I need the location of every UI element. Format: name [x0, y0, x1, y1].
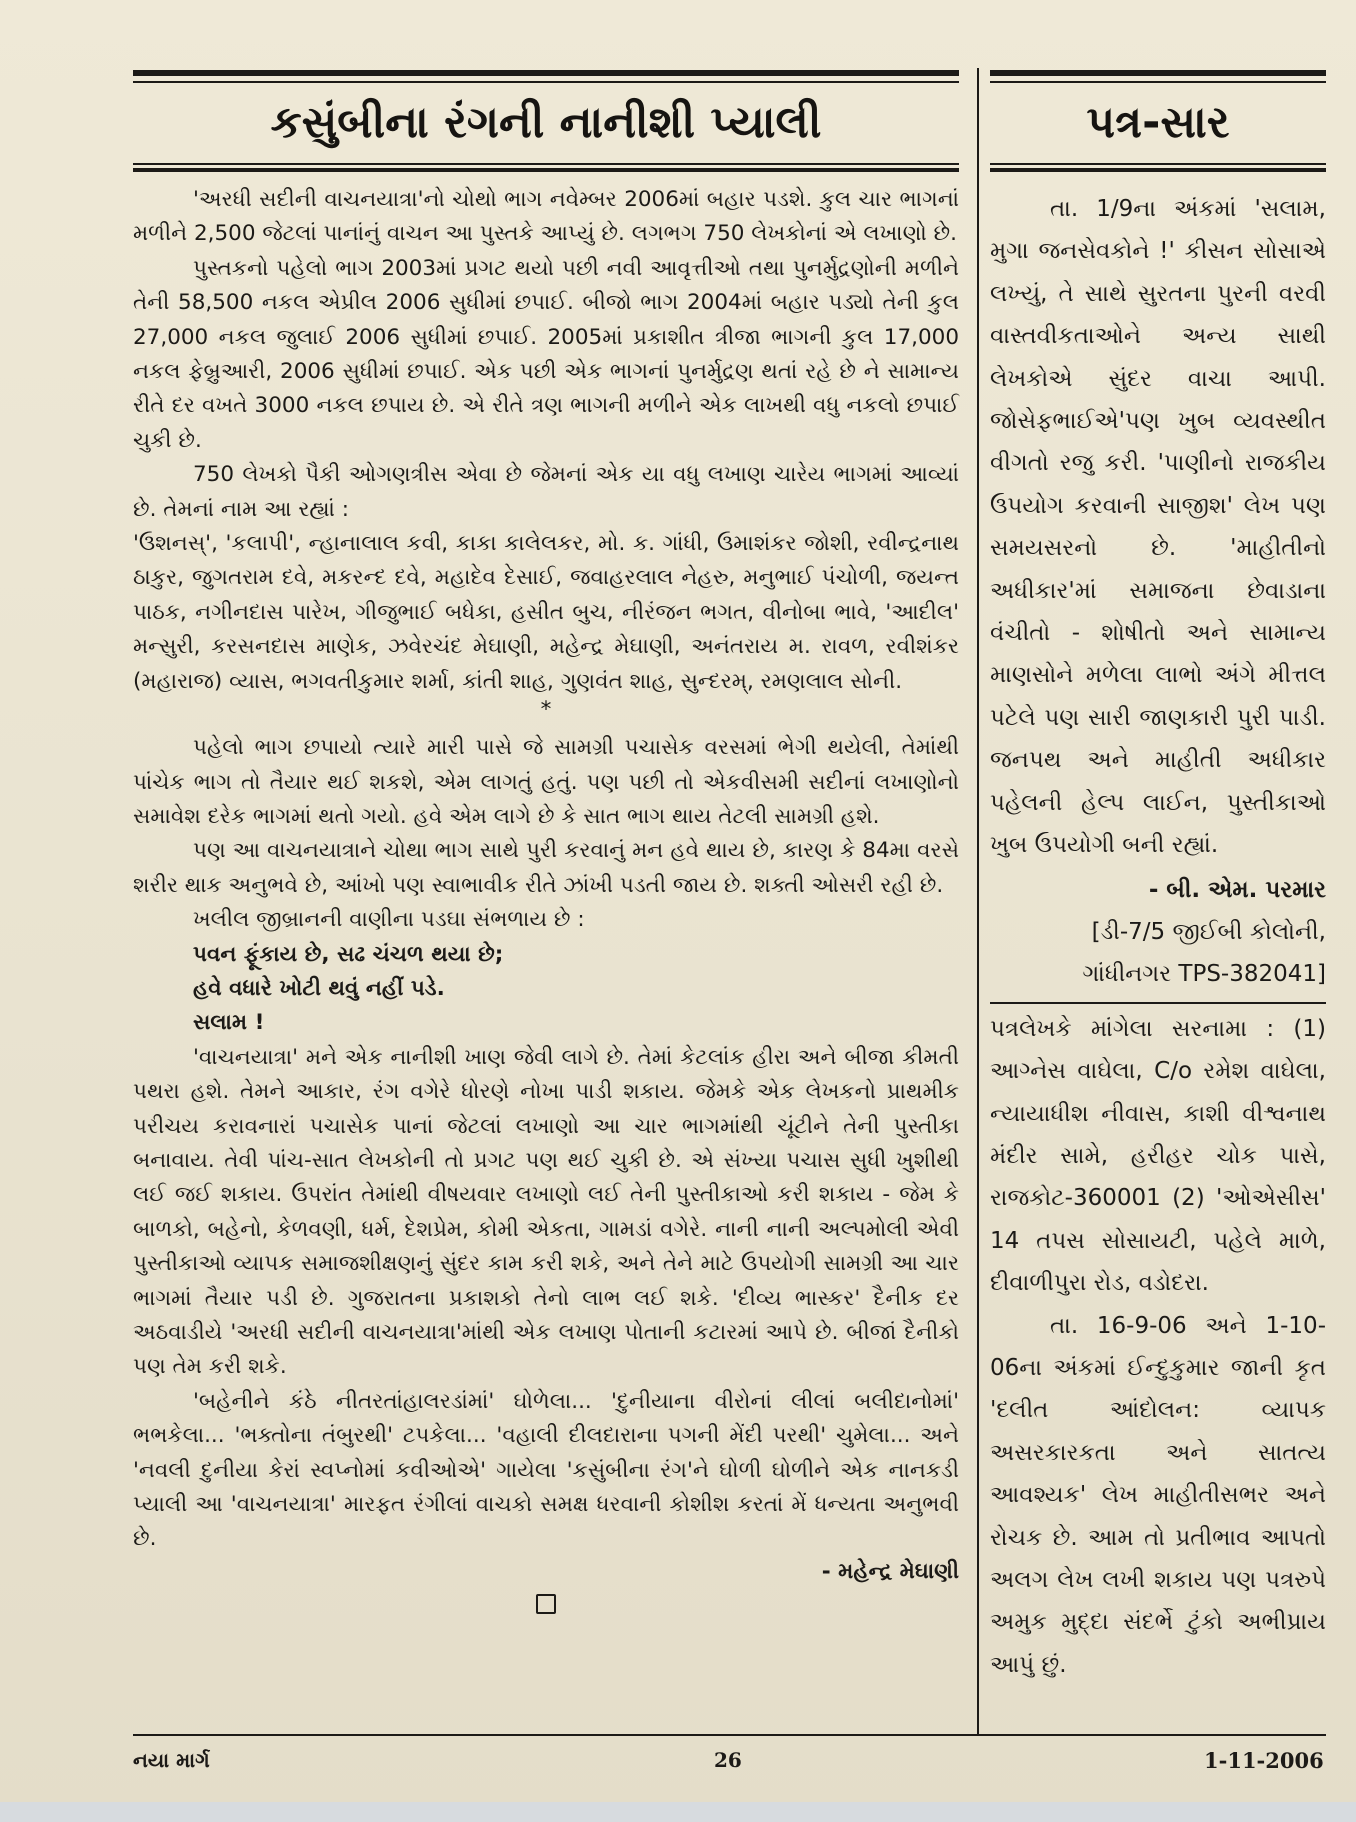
quote-line: સલામ !	[193, 1010, 265, 1036]
paragraph: પુસ્તકનો પહેલો ભાગ 2003માં પ્રગટ થયો પછી નવી આવૃત્તીઓ તથા પુનર્મુદ્રણોની મળીને તેની 58,500 નકલ એપ્રીલ 2006 સુધીમાં છપાઈ. બીજો ભાગ 2004માં બહાર પડ્યો તેની કુલ 27,000 નકલ જુલાઈ 2006 સુધીમાં છપાઈ. 2005માં પ્રકાશીત ત્રીજા ભાગની કુલ 17,000 નકલ ફેબ્રુઆરી, 2006 સુધીમાં છપાઈ. એક પછી એક ભાગનાં પુનર્મુદ્રણ થતાં રહે છે ને સામાન્ય રીતે દર વખતે 3000 નકલ છપાય છે. એ રીતે ત્રણ ભાગની મળીને એક લાખથી વધુ નકલો છપાઈ ચુકી છે.	[133, 255, 959, 453]
section-separator: *	[540, 697, 552, 723]
letter-address-line: [ડી-7/5 જીઈબી કોલોની,	[1091, 918, 1326, 945]
end-square-icon	[536, 1594, 556, 1614]
main-title-bottom-rule-thick	[133, 168, 959, 172]
issue-date: 1-11-2006	[1204, 1748, 1324, 1773]
author-list: 'ઉશનસ્', 'કલાપી', ન્હાનાલાલ કવી, કાકા કાલેલકર, મો. ક. ગાંધી, ઉમાશંકર જોશી, રવીન્દ્રનાથ ઠાકુર, જુગતરામ દવે, મકરન્દ દવે, મહાદેવ દેસાઈ, જવાહરલાલ નેહરુ, મનુભાઈ પંચોળી, જયન્ત પાઠક, નગીનદાસ પારેખ, ગીજુભાઈ બધેકા, હસીત બુચ, નીરંજન ભગત, વીનોબા ભાવે, 'આદીલ' મન્સુરી, કરસનદાસ માણેક, ઝવેરચંદ મેઘાણી, મહેન્દ્ર મેઘાણી, અનંતરાય મ. રાવળ, રવીશંકર (મહારાજ) વ્યાસ, ભગવતીકુમાર શર્મા, કાંતી શાહ, ગુણવંત શાહ, સુન્દરમ્, રમણલાલ સોની.	[133, 531, 959, 694]
sidebar-title-bottom-rule-thick	[990, 168, 1326, 172]
article-title: કસુંબીના રંગની નાનીશી પ્યાલી	[270, 97, 822, 148]
article-body	[133, 183, 959, 1626]
sidebar-title: પત્ર-સાર	[1086, 97, 1230, 148]
paragraph: પહેલો ભાગ છપાયો ત્યારે મારી પાસે જે સામગ્રી પચાસેક વરસમાં ભેગી થયેલી, તેમાંથી પાંચેક ભાગ તો તૈયાર થઈ શકશે, એમ લાગતું હતું. પણ પછી તો એકવીસમી સદીનાં લખાણોનો સમાવેશ દરેક ભાગમાં થતો ગયો. હવે એમ લાગે છે કે સાત ભાગ થાય તેટલી સામગ્રી હશે.	[133, 735, 959, 829]
main-title-top-rule-thin	[133, 81, 959, 83]
sidebar-body	[990, 188, 1326, 1686]
paragraph: 'બહેનીને કંઠે નીતરતાંહાલરડાંમાં' ઘોળેલા... 'દુનીયાના વીરોનાં લીલાં બલીદાનોમાં' ભભકેલા... 'ભક્તોના તંબુરથી' ટપકેલા... 'વહાલી દીલદારાના પગની મેંદી પરથી' ચુમેલા... અને 'નવલી દુનીયા કેરાં સ્વપ્નોમાં કવીઓએ' ગાયેલા 'કસુંબીના રંગ'ને ઘોળી ઘોળીને એક નાનકડી પ્યાલી આ 'વાચનયાત્રા' મારફત રંગીલાં વાચકો સમક્ષ ધરવાની કોશીશ કરતાં મેં ધન્યતા અનુભવી છે.	[133, 1388, 959, 1552]
author-signature: - મહેન્દ્ર મેઘાણી	[821, 1558, 959, 1584]
sidebar-divider	[990, 1002, 1326, 1004]
publication-name: નયા માર્ગ	[133, 1748, 210, 1772]
footer-rule	[133, 1734, 1326, 1736]
page-bottom-edge	[0, 1802, 1356, 1822]
letter-text: તા. 16-9-06 અને 1-10-06ના અંકમાં ઈન્દુકુમાર જાની કૃત 'દલીત આંદોલન: વ્યાપક અસરકારકતા અને સાતત્ય આવશ્યક' લેખ માહીતીસભર અને રોચક છે. આમ તો પ્રતીભાવ આપતો અલગ લેખ લખી શકાય પણ પત્રરુપે અમુક મુદ્દા સંદર્ભે ટુંકો અભીપ્રાય આપું છું.	[990, 1312, 1326, 1678]
paragraph: 'અરધી સદીની વાચનયાત્રા'નો ચોથો ભાગ નવેમ્બર 2006માં બહાર પડશે. કુલ ચાર ભાગનાં મળીને 2,500 જેટલાં પાનાંનું વાચન આ પુસ્તકે આપ્યું છે. લગભગ 750 લેખકોનાં એ લખાણો છે.	[133, 187, 959, 247]
main-title-top-rule-thick	[133, 70, 959, 76]
sidebar-title-top-rule-thick	[990, 70, 1326, 76]
sidebar-title-top-rule-thin	[990, 81, 1326, 83]
main-title-bottom-rule-thin	[133, 163, 959, 165]
sidebar-title-bottom-rule-thin	[990, 163, 1326, 165]
addresses-text: પત્રલેખકે માંગેલા સરનામા : (1) આગ્નેસ વાઘેલા, C/o રમેશ વાઘેલા, ન્યાયાધીશ નીવાસ, કાશી વીશ્વનાથ મંદીર સામે, હરીહર ચોક પાસે, રાજકોટ-360001 (2) 'ઓએસીસ' 14 તપસ સોસાયટી, પહેલે માળે, દીવાળીપુરા રોડ, વડોદરા.	[990, 1015, 1326, 1297]
quote-line: પવન ફૂંકાય છે, સઢ ચંચળ થયા છે;	[193, 941, 504, 967]
column-divider	[977, 68, 979, 1734]
quote-line: હવે વધારે ખોટી થવું નહીં પડે.	[193, 975, 445, 1001]
letter-text: તા. 1/9ના અંકમાં 'સલામ, મુગા જનસેવકોને !' કીસન સોસાએ લખ્યું, તે સાથે સુરતના પુરની વરવી વાસ્તવીકતાઓને અન્ય સાથી લેખકોએ સુંદર વાચા આપી. જોસેફભાઈએ'પણ ખુબ વ્યવસ્થીત વીગતો રજુ કરી. 'પાણીનો રાજકીય ઉપયોગ કરવાની સાજીશ' લેખ પણ સમયસરનો છે. 'માહીતીનો અધીકાર'માં સમાજના છેવાડાના વંચીતો - શોષીતો અને સામાન્ય માણસોને મળેલા લાભો અંગે મીત્તલ પટેલે પણ સારી જાણકારી પુરી પાડી. જનપથ અને માહીતી અધીકાર પહેલની હેલ્પ લાઈન, પુસ્તીકાઓ ખુબ ઉપયોગી બની રહ્યાં.	[990, 196, 1326, 859]
paragraph: ખલીલ જીબ્રાનની વાણીના પડઘા સંભળાય છે :	[193, 907, 585, 933]
end-mark	[133, 1591, 959, 1625]
paragraph: 'વાચનયાત્રા' મને એક નાનીશી ખાણ જેવી લાગે છે. તેમાં કેટલાંક હીરા અને બીજા કીમતી પથરા હશે. તેમને આકાર, રંગ વગેરે ધોરણે નોખા પાડી શકાય. જેમકે એક લેખકનો પ્રાથમીક પરીચય કરાવનારાં પચાસેક પાનાં જેટલાં લખાણો આ ચાર ભાગમાંથી ચૂંટીને તેની પુસ્તીકા બનાવાય. તેવી પાંચ-સાત લેખકોની તો પ્રગટ પણ થઈ ચુકી છે. એ સંખ્યા પચાસ સુધી ખુશીથી લઈ જઈ શકાય. ઉપરાંત તેમાંથી વીષયવાર લખાણો લઈ તેની પુસ્તીકાઓ કરી શકાય - જેમ કે બાળકો, બહેનો, કેળવણી, ધર્મ, દેશપ્રેમ, કોમી એકતા, ગામડાં વગેરે. નાની નાની અલ્પમોલી એવી પુસ્તીકાઓ વ્યાપક સમાજશીક્ષણનું સુંદર કામ કરી શકે, અને તેને માટે ઉપયોગી સામગ્રી આ ચાર ભાગમાં તૈયાર પડી છે. ગુજરાતના પ્રકાશકો તેનો લાભ લઈ શકે. 'દીવ્ય ભાસ્કર' દૈનીક દર અઠવાડીયે 'અરધી સદીની વાચનયાત્રા'માંથી એક લખાણ પોતાની કટારમાં આપે છે. બીજાં દૈનીકો પણ તેમ કરી શકે.	[133, 1044, 959, 1380]
letter-address-line: ગાંધીનગર TPS-382041]	[1082, 961, 1326, 988]
page-number: 26	[714, 1748, 742, 1772]
paragraph: 750 લેખકો પૈકી ઓગણત્રીસ એવા છે જેમનાં એક યા વધુ લખાણ ચારેય ભાગમાં આવ્યાં છે. તેમનાં નામ આ રહ્યાં :	[133, 462, 959, 522]
paragraph: પણ આ વાચનયાત્રાને ચોથા ભાગ સાથે પુરી કરવાનું મન હવે થાય છે, કારણ કે 84મા વરસે શરીર થાક અનુભવે છે, આંખો પણ સ્વાભાવીક રીતે ઝાંખી પડતી જાય છે. શક્તી ઓસરી રહી છે.	[133, 838, 959, 898]
letter-signature: - બી. એમ. પરમાર	[1148, 876, 1326, 903]
